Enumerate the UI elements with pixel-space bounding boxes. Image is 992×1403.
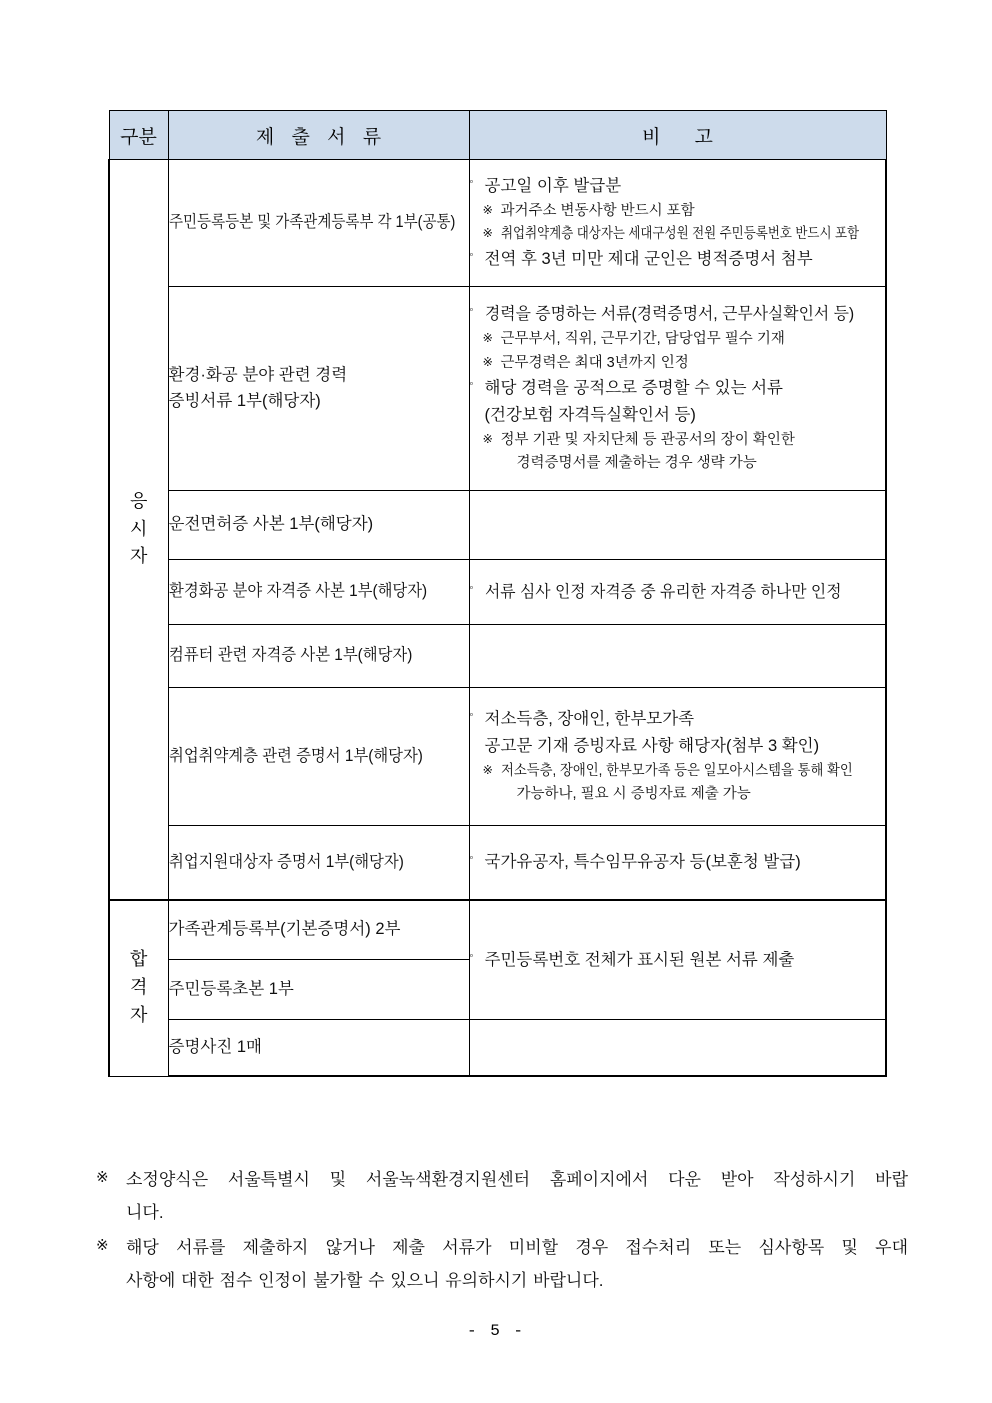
bullet-icon: ◦ <box>469 581 474 594</box>
remark-sub-line <box>470 200 886 223</box>
table-row <box>109 560 886 625</box>
reference-mark-icon: ※ <box>482 226 493 240</box>
group-label-successful <box>109 900 168 1076</box>
remark-text: 해당 경력을 공적으로 증명할 수 있는 서류 <box>484 379 783 398</box>
remark-text: 과거주소 변동사항 반드시 포함 <box>500 202 695 219</box>
header-row <box>109 111 886 160</box>
group-label-char: 자 <box>130 546 148 567</box>
remark-sub-continuation-line <box>470 783 886 806</box>
reference-mark-icon: ※ <box>482 431 493 446</box>
table-row <box>109 688 886 826</box>
remark-text: 경력을 증명하는 서류(경력증명서, 근무사실확인서 등) <box>484 305 854 324</box>
document-name-cell <box>168 688 469 826</box>
vertical-label <box>110 946 168 1030</box>
remarks-cell <box>469 560 886 625</box>
document-name-cell <box>168 491 469 560</box>
document-name: 주민등록등본 및 가족관계등록부 각 1부(공통) <box>168 213 455 232</box>
remark-sub-line <box>470 223 886 246</box>
document-name: 증명사진 1매 <box>168 1037 262 1056</box>
remark-continuation-line <box>470 402 886 429</box>
reference-mark-icon: ※ <box>482 331 493 346</box>
remark-text: 서류 심사 인정 자격증 중 유리한 자격증 하나만 인정 <box>484 582 842 601</box>
document-name-line2: 증빙서류 1부(해당자) <box>168 391 321 410</box>
bullet-icon: ◦ <box>469 709 474 722</box>
header-documents: 제 출 서 류 <box>168 111 469 160</box>
remark-sub-line <box>470 352 886 375</box>
page-number: - 5 - <box>466 1322 525 1340</box>
bullet-icon: ◦ <box>469 175 474 188</box>
remark-bullet-line <box>470 706 886 733</box>
remark-bullet-line <box>470 579 886 606</box>
reference-mark-icon: ※ <box>96 1169 109 1186</box>
required-documents-table <box>108 110 887 1077</box>
remark-bullet-line <box>470 173 886 200</box>
remark-text: 공고일 이후 발급분 <box>484 176 622 195</box>
document-name: 취업지원대상자 증명서 1부(해당자) <box>168 852 404 871</box>
group-label-applicant <box>109 160 168 901</box>
remark-text: 주민등록번호 전체가 표시된 원본 서류 제출 <box>484 950 795 969</box>
bullet-icon: ◦ <box>469 304 474 317</box>
reference-mark-icon: ※ <box>482 354 493 369</box>
remark-text: 취업취약계층 대상자는 세대구성원 전원 주민등록번호 반드시 포함 <box>500 226 859 242</box>
remarks-cell <box>469 688 886 826</box>
remark-sub-line <box>470 429 886 452</box>
document-name: 컴퓨터 관련 자격증 사본 1부(해당자) <box>168 646 412 665</box>
table-row <box>109 1020 886 1077</box>
remark-text: 근무경력은 최대 3년까지 인정 <box>500 354 689 371</box>
group-label-char: 합 <box>130 949 148 970</box>
document-name-cell <box>168 826 469 901</box>
remark-bullet-line <box>470 849 886 876</box>
document-name: 환경화공 분야 자격증 사본 1부(해당자) <box>168 582 427 601</box>
table-row <box>109 625 886 688</box>
remark-continuation-line <box>470 733 886 760</box>
reference-mark-icon: ※ <box>482 762 493 777</box>
remark-bullet-line <box>470 947 886 974</box>
footnotes <box>96 1163 908 1300</box>
bullet-icon: ◦ <box>469 249 474 262</box>
footnote-line: 사항에 대한 점수 인정이 불가할 수 있으니 유의하시기 바랍니다. <box>126 1271 604 1291</box>
document-name-cell <box>168 560 469 625</box>
table-header <box>109 111 886 160</box>
remark-text: 근무부서, 직위, 근무기간, 담당업무 필수 기재 <box>500 331 785 348</box>
remark-sub-continuation-line <box>470 452 886 475</box>
vertical-label <box>110 488 168 572</box>
document-name: 주민등록초본 1부 <box>168 979 294 998</box>
footnote-line: 해당 서류를 제출하지 않거나 제출 서류가 미비할 경우 접수처리 또는 심사항목 및 우대 <box>126 1238 908 1258</box>
bullet-icon: ◦ <box>469 852 474 865</box>
document-name-cell <box>168 625 469 688</box>
footnote-line: 니다. <box>126 1203 164 1223</box>
table-row <box>109 160 886 287</box>
table-row <box>109 287 886 491</box>
remarks-cell-empty <box>469 491 886 560</box>
footnote-item <box>96 1231 908 1297</box>
remarks-cell-merged <box>469 900 886 1020</box>
header-remarks-part1: 비 <box>642 126 661 148</box>
remark-bullet-line <box>470 375 886 402</box>
group-label-char: 응 <box>130 490 148 511</box>
reference-mark-icon: ※ <box>96 1237 109 1255</box>
table-row <box>109 491 886 560</box>
document-name: 취업취약계층 관련 증명서 1부(해당자) <box>168 746 423 765</box>
table-row <box>109 826 886 901</box>
reference-mark-icon: ※ <box>482 202 493 217</box>
remarks-cell-empty <box>469 1020 886 1077</box>
footnote-line: 소정양식은 서울특별시 및 서울녹색환경지원센터 홈페이지에서 다운 받아 작성하시기 바랍 <box>126 1170 908 1189</box>
header-remarks <box>469 111 886 160</box>
document-name-cell <box>168 160 469 287</box>
remarks-cell-empty <box>469 625 886 688</box>
document-name: 운전면허증 사본 1부(해당자) <box>168 515 374 534</box>
remark-text: 공고문 기재 증빙자료 사항 해당자(첨부 3 확인) <box>484 737 820 756</box>
document-name: 환경·화공 분야 관련 경력 <box>168 365 348 384</box>
remark-bullet-line <box>470 246 886 273</box>
remarks-cell <box>469 826 886 901</box>
bullet-icon: ◦ <box>469 378 474 391</box>
group-label-char: 격 <box>130 977 148 998</box>
remark-text: 저소득층, 장애인, 한부모가족 <box>484 710 695 729</box>
remark-text: (건강보험 자격득실확인서 등) <box>484 405 696 424</box>
remark-text: 국가유공자, 특수임무유공자 등(보훈청 발급) <box>484 853 801 872</box>
remark-text: 정부 기관 및 자치단체 등 관공서의 장이 확인한 <box>500 431 795 448</box>
remarks-cell <box>469 160 886 287</box>
document-name: 가족관계등록부(기본증명서) 2부 <box>168 920 401 939</box>
header-gubun: 구분 <box>109 111 168 160</box>
group-label-char: 시 <box>130 518 148 539</box>
bullet-icon: ◦ <box>469 949 474 962</box>
remarks-cell <box>469 287 886 491</box>
remark-bullet-line <box>470 301 886 328</box>
header-remarks-part2: 고 <box>694 126 713 148</box>
document-name-cell <box>168 287 469 491</box>
remark-text: 저소득층, 장애인, 한부모가족 등은 일모아시스템을 통해 확인 <box>500 762 853 779</box>
remark-text: 경력증명서를 제출하는 경우 생략 가능 <box>516 455 757 472</box>
table-row <box>109 900 886 960</box>
remark-text: 전역 후 3년 미만 제대 군인은 병적증명서 첨부 <box>484 250 813 269</box>
document-name-cell <box>168 900 469 960</box>
remark-sub-line <box>470 328 886 351</box>
group-label-char: 자 <box>130 1005 148 1026</box>
remark-sub-line <box>470 760 886 783</box>
table-body <box>109 160 886 1077</box>
remark-text: 가능하나, 필요 시 증빙자료 제출 가능 <box>516 786 751 803</box>
document-name-cell <box>168 1020 469 1077</box>
footnote-item <box>96 1163 908 1229</box>
document-name-cell <box>168 960 469 1020</box>
